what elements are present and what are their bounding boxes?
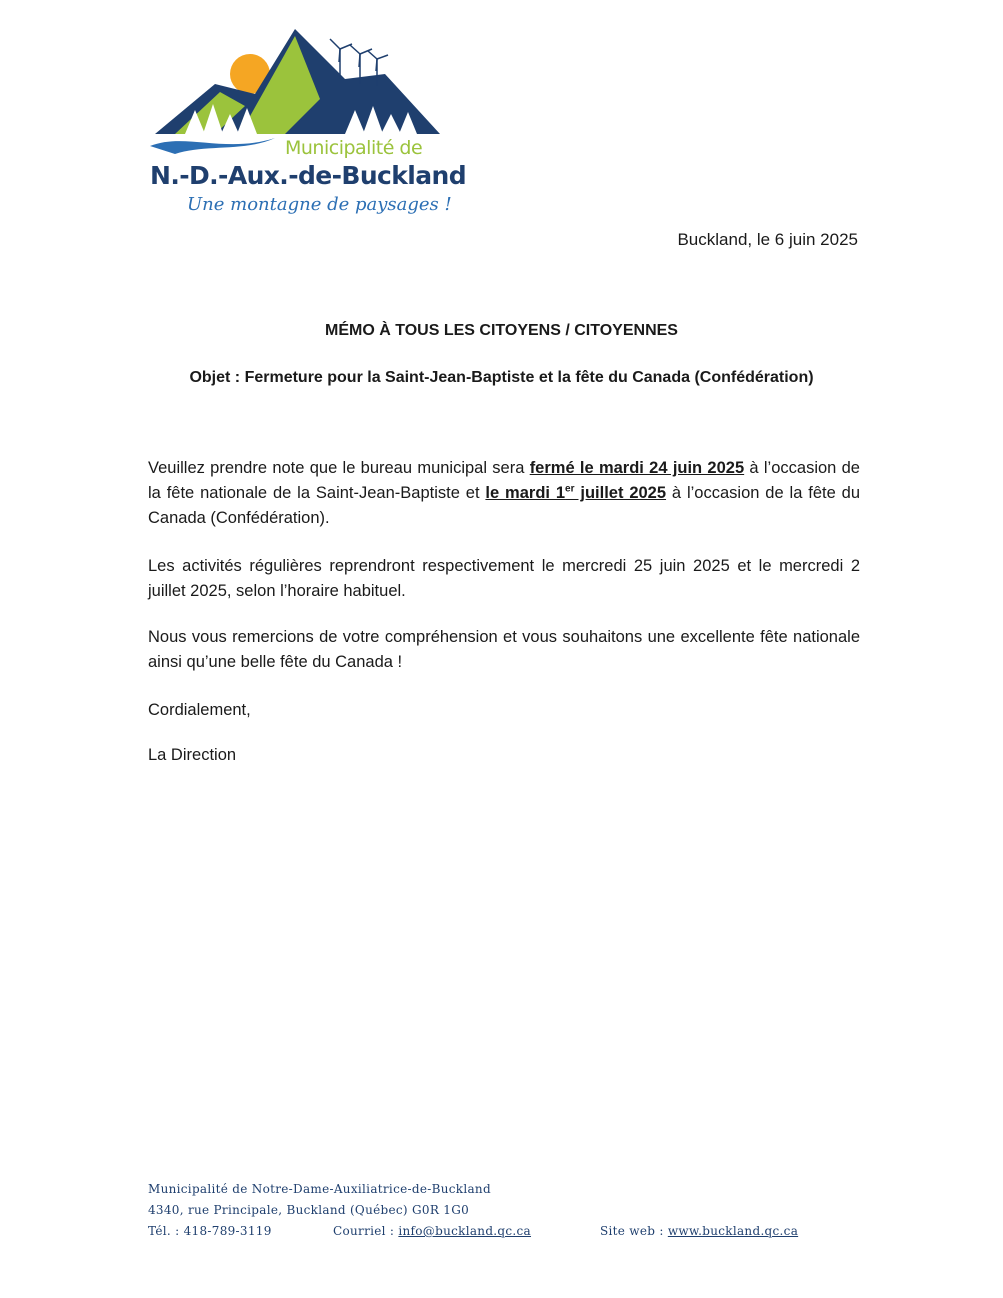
p1-date-july-a: le mardi 1: [485, 484, 566, 502]
footer-web-label: Site web :: [600, 1224, 668, 1238]
municipality-logo: [145, 24, 467, 220]
footer-name: Municipalité de Notre-Dame-Auxiliatrice-de-Buckland: [148, 1182, 491, 1196]
logo-line1: Municipalité de: [285, 137, 423, 159]
footer-web-link[interactable]: www.buckland.qc.ca: [667, 1224, 799, 1238]
closing: Cordialement,: [148, 701, 251, 719]
p1-date-july-b: juillet 2025: [574, 484, 667, 502]
p1-text-1: Veuillez prendre note que le bureau municipal sera: [148, 459, 530, 477]
footer-email-label: Courriel :: [333, 1224, 399, 1238]
footer-phone: Tél. : 418-789-3119: [148, 1224, 272, 1238]
signature: La Direction: [148, 746, 237, 764]
footer-email-block: [333, 1221, 531, 1242]
footer-address: 4340, rue Principale, Buckland (Québec) G0R 1G0: [148, 1203, 470, 1217]
footer: [148, 1179, 799, 1242]
p1-text-2: à l’occasion de la fête nationale de la Saint-Jean-Baptiste et: [148, 459, 860, 502]
paragraph-resume-activities: Les activités régulières reprendront respectivement le mercredi 25 juin 2025 et le mercredi 2 juillet 2025, selon l’horaire habituel.: [148, 557, 860, 600]
mountain-landscape-icon: [145, 24, 450, 154]
p1-date-july-sup: er: [565, 483, 575, 495]
subject-line: Objet : Fermeture pour la Saint-Jean-Baptiste et la fête du Canada (Confédération): [189, 369, 814, 386]
memo-title: MÉMO À TOUS LES CITOYENS / CITOYENNES: [325, 322, 678, 339]
logo-town-name: N.-D.-Aux.-de-Buckland: [150, 161, 467, 190]
footer-contact-row: [148, 1221, 799, 1242]
footer-web-block: [600, 1221, 798, 1242]
p1-date-june: fermé le mardi 24 juin 2025: [529, 459, 745, 477]
paragraph-thanks: Nous vous remercions de votre compréhension et vous souhaitons une excellente fête nationale ainsi qu’une belle fête du Canada !: [148, 628, 860, 671]
footer-email-link[interactable]: info@buckland.qc.ca: [398, 1224, 532, 1238]
p1-text-3: à l’occasion de la fête du Canada (Confédération).: [148, 484, 860, 527]
p1-date-july: [485, 484, 666, 502]
paragraph-closure-dates: [148, 456, 860, 531]
logo-slogan: Une montagne de paysages !: [187, 194, 452, 215]
date-line: Buckland, le 6 juin 2025: [677, 230, 858, 249]
